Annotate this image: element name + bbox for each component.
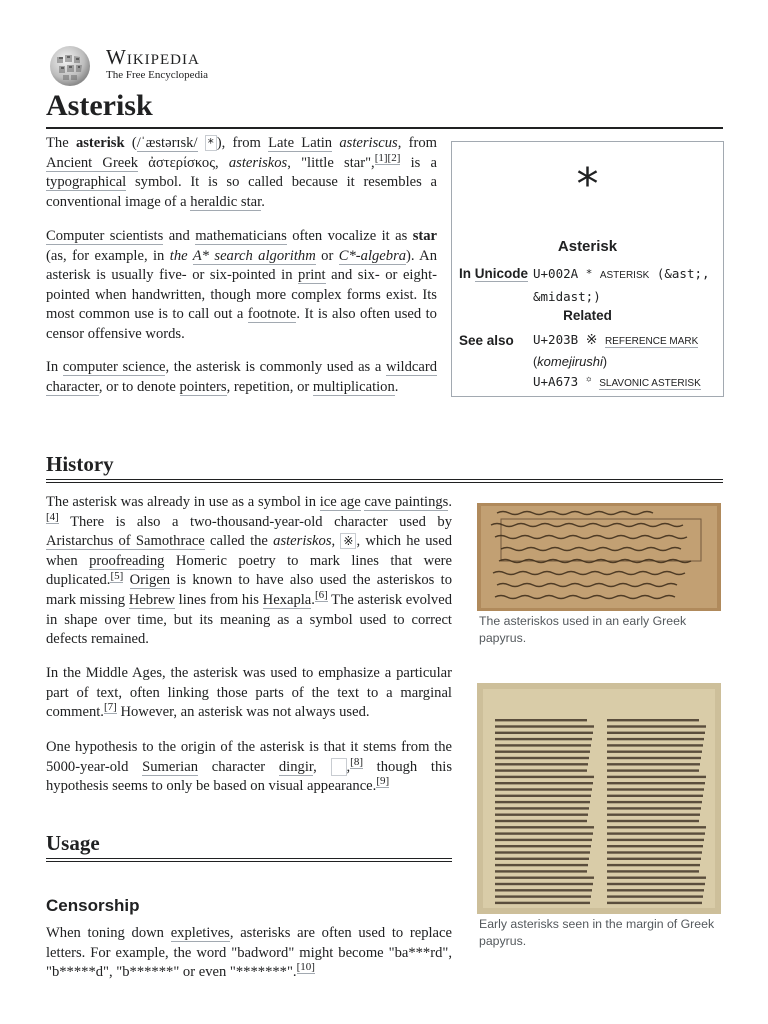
infobox-see-also-value: U+203B ※ REFERENCE MARK (komejirushi) U+A673 ꙳ SLAVONIC ASTERISK [533, 332, 701, 389]
section-heading-usage: Usage [46, 831, 100, 855]
citation-8[interactable]: [8] [350, 755, 363, 768]
link-computer-science[interactable]: computer science [62, 359, 166, 375]
brand-tagline: The Free Encyclopedia [106, 69, 209, 81]
infobox-see-also-label: See also [459, 333, 514, 348]
page-title: Asterisk [46, 89, 153, 122]
link-aristarchus[interactable]: Aristarchus of Samothrace [46, 533, 205, 550]
link-origen[interactable]: Origen [129, 572, 171, 589]
infobox-related-heading: Related [563, 308, 612, 323]
term-bold: asterisk [75, 135, 125, 151]
intro-paragraph-1: The asterisk (/ˈæstərɪsk/ * ), from Late Latin asteriscus, from Ancient Greek ἀστερίσκος, asteriskos, "little star",[1][2] is a typographical symbol. It is so called because it resembles a conventional image of a heraldic star. [46, 135, 438, 210]
link-footnote[interactable]: footnote [247, 306, 297, 323]
manuscript-image-2[interactable] [477, 683, 721, 914]
usage-paragraph-1: When toning down expletives, asterisks are often used to replace letters. For example, the word "badword" might become "ba***rd", "b*****d", "b******" or even "*******".[10] [46, 925, 452, 981]
link-slavonic-asterisk[interactable]: SLAVONIC ASTERISK [599, 378, 701, 389]
link-cave-paintings[interactable]: cave paintings [364, 494, 449, 510]
link-c-star-algebra[interactable]: C*-algebra [338, 247, 407, 264]
link-unicode[interactable]: Unicode [474, 266, 529, 281]
link-hebrew[interactable]: Hebrew [128, 591, 175, 608]
link-pointers[interactable]: pointers [179, 378, 227, 395]
link-a-star-search[interactable]: A* search algorithm [192, 247, 316, 264]
link-print[interactable]: print [298, 267, 326, 284]
history-paragraph-3: One hypothesis to the origin of the asterisk is that it stems from the 5000-year-old Sumerian character dingir, ,[8] though this hypothesis seems to only be based on visual appearance.[9] [46, 739, 452, 795]
citation-7[interactable]: [7] [103, 701, 117, 714]
wikipedia-wordmark[interactable] [106, 46, 208, 82]
link-computer-scientists[interactable]: Computer scientists [46, 228, 164, 244]
link-dingir[interactable]: dingir [278, 758, 314, 775]
link-sumerian[interactable]: Sumerian [142, 758, 199, 775]
citation-2[interactable]: [2] [387, 151, 401, 164]
history-heading-rule [46, 479, 723, 483]
infobox-unicode-label: In Unicode [459, 266, 529, 281]
brand-name: Wikipedia [106, 45, 200, 69]
citation-10[interactable]: [10] [296, 961, 315, 974]
link-proofreading[interactable]: proofreading [89, 552, 165, 569]
ipa-pronunciation-link[interactable]: /ˈæstərɪsk/ [136, 135, 198, 151]
asterisk-glyph-box: * [205, 135, 217, 151]
citation-9[interactable]: [9] [376, 775, 390, 788]
usage-heading-rule [46, 858, 452, 862]
link-multiplication[interactable]: multiplication [312, 378, 395, 395]
infobox-symbol: * [576, 159, 599, 210]
infobox-title: Asterisk [557, 238, 618, 255]
citation-6[interactable]: [6] [314, 589, 328, 602]
infobox [451, 141, 724, 397]
reference-mark-glyph-box: ※ [340, 533, 356, 549]
history-paragraph-1: The asterisk was already in use as a symbol in ice age cave paintings.[4] There is also a two-thousand-year-old character used by Aristarchus of Samothrace called the asteriskos, ※ , which he used when proofreading Homeric poetry to mark lines that were duplicated.[5] Origen is known to have also used the asteriskos to mark missing Hebrew lines from his Hexapla.[6] The asterisk evolved in shape over time, but its meaning as a symbol used to correct defects remained. [46, 494, 453, 648]
history-paragraph-2: In the Middle Ages, the asterisk was used to emphasize a particular part of text, often linking those parts of the text to a marginal comment.[7] However, an asterisk was not always used. [46, 665, 452, 721]
papyrus-image-1[interactable] [477, 503, 721, 611]
intro-paragraph-2: Computer scientists and mathematicians often vocalize it as star (as, for example, in the A* search algorithm or C*-algebra). An asterisk is usually five- or six-pointed in print and six- or eight-pointed when handwritten, though more complex forms exist. Its most common use is to call out a footnote. It is also often used to censor offensive words. [46, 228, 438, 342]
link-heraldic-star[interactable]: heraldic star [190, 193, 262, 210]
wikipedia-globe-logo[interactable] [45, 43, 97, 87]
figure-caption-2: Early asterisks seen in the margin of Greek papyrus. [479, 917, 715, 948]
link-wildcard-character[interactable]: wildcard character [46, 359, 438, 395]
link-ancient-greek[interactable]: Ancient Greek [46, 154, 139, 171]
link-ice-age[interactable]: ice age [319, 494, 361, 510]
citation-1[interactable]: [1] [374, 151, 388, 164]
citation-4[interactable]: [4] [46, 510, 59, 523]
section-heading-history: History [46, 452, 114, 476]
figure-caption-1: The asteriskos used in an early Greek papyrus. [479, 614, 687, 645]
link-mathematicians[interactable]: mathematicians [195, 228, 287, 244]
title-divider [46, 127, 723, 129]
link-late-latin[interactable]: Late Latin [268, 135, 333, 151]
link-typographical[interactable]: typographical [46, 174, 127, 191]
link-hexapla[interactable]: Hexapla [262, 591, 312, 608]
link-reference-mark[interactable]: REFERENCE MARK [604, 336, 699, 347]
subsection-heading-censorship: Censorship [46, 896, 140, 915]
infobox-unicode-value: U+002A * ASTERISK (&ast;, &midast;) [533, 266, 710, 304]
dingir-glyph-box [331, 758, 347, 776]
intro-paragraph-3: In computer science, the asterisk is commonly used as a wildcard character, or to denote pointers, repetition, or multiplication. [46, 359, 438, 395]
link-expletives[interactable]: expletives [170, 925, 230, 941]
citation-5[interactable]: [5] [110, 569, 124, 582]
